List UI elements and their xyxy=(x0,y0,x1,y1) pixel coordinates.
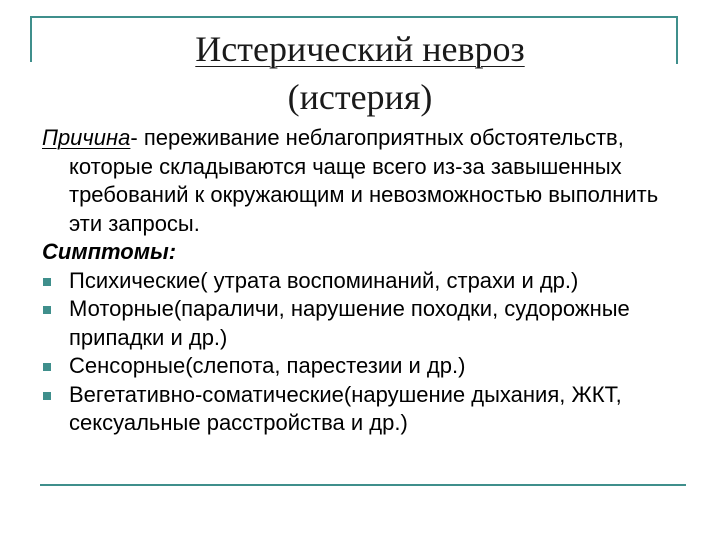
square-bullet-icon xyxy=(43,278,51,286)
frame-bottom-line xyxy=(40,484,686,486)
list-item xyxy=(42,295,692,352)
frame-top-line xyxy=(30,16,676,18)
cause-paragraph xyxy=(42,124,692,238)
cause-text: - переживание неблагоприятных обстоятельств, которые складываются чаще всего из-за завышенных требований к окружающим и невозможностью выполнить эти запросы. xyxy=(69,125,659,236)
slide-title: Истерический невроз xyxy=(195,29,525,69)
square-bullet-icon xyxy=(43,392,51,400)
list-item-text: Моторные(параличи, нарушение походки, судорожные припадки и др.) xyxy=(69,296,630,350)
square-bullet-icon xyxy=(43,363,51,371)
list-item-text: Вегетативно-соматические(нарушение дыхания, ЖКТ, сексуальные расстройства и др.) xyxy=(69,381,622,435)
list-item xyxy=(42,381,692,438)
slide-body xyxy=(42,124,692,438)
slide-subtitle: (истерия) xyxy=(287,77,433,117)
square-bullet-icon xyxy=(43,306,51,314)
symptoms-list xyxy=(42,267,692,438)
list-item-text: Психические( утрата воспоминаний, страхи и др.) xyxy=(69,267,579,293)
cause-label: Причина xyxy=(42,125,131,150)
frame-right-line xyxy=(676,16,678,64)
list-item-text: Сенсорные(слепота, парестезии и др.) xyxy=(69,353,466,378)
list-item xyxy=(42,352,692,381)
frame-left-line xyxy=(30,16,32,62)
list-item xyxy=(42,267,692,296)
symptoms-heading: Симптомы: xyxy=(42,239,177,264)
